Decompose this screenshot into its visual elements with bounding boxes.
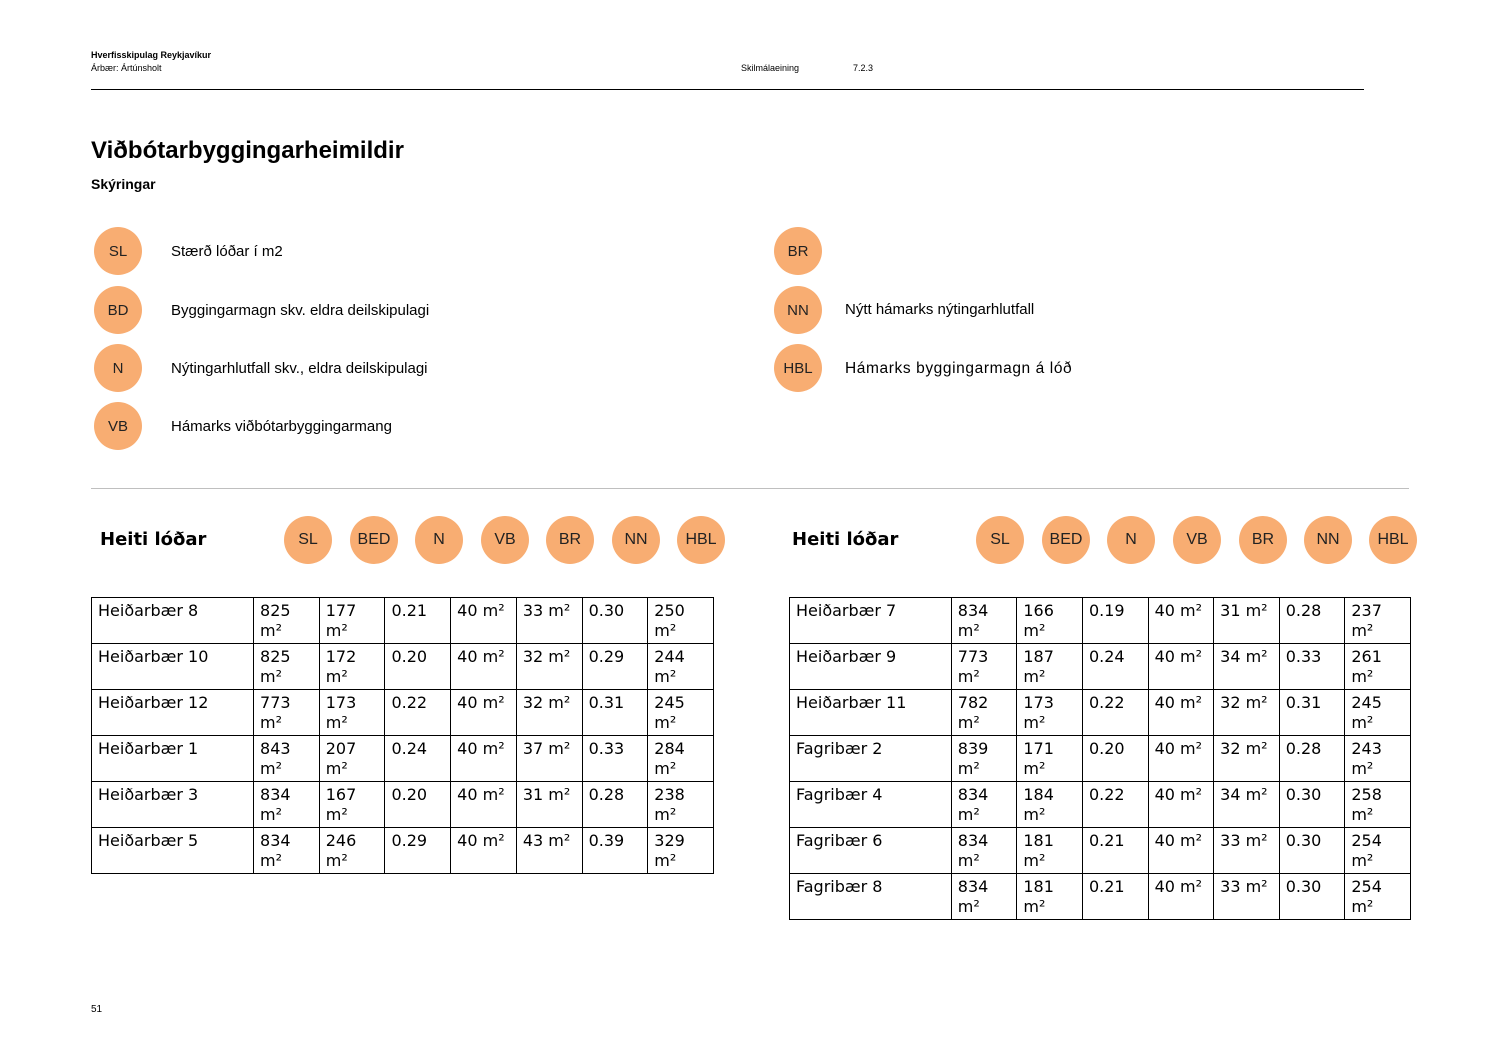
cell-nn: 0.30 [1279,828,1345,874]
cell-vb: 40 m² [1148,782,1214,828]
header-organization: Hverfisskipulag Reykjavíkur [91,50,212,60]
cell-br: 31 m² [516,782,582,828]
cell-sl: 825 m² [254,598,320,644]
cell-br: 43 m² [516,828,582,874]
cell-hbl: 329 m² [648,828,714,874]
cell-vb: 40 m² [1148,736,1214,782]
legend-text-bd: Byggingarmagn skv. eldra deilskipulagi [171,302,430,319]
legend-badge-vb: VB [94,402,142,450]
header-section-label: Skilmálaeining [741,63,800,73]
right-header-br: BR [1239,516,1287,564]
cell-vb: 40 m² [451,690,517,736]
legend-badge-n: N [94,344,142,392]
lot-name: Heiðarbær 3 [92,782,254,828]
left-header-nn: NN [612,516,660,564]
cell-sl: 825 m² [254,644,320,690]
cell-sl: 834 m² [951,598,1017,644]
cell-br: 31 m² [1214,598,1280,644]
table-row [790,782,1411,828]
cell-n: 0.21 [385,598,451,644]
cell-nn: 0.30 [582,598,648,644]
cell-bed: 172 m² [319,644,385,690]
cell-vb: 40 m² [451,598,517,644]
lot-name: Fagribær 8 [790,874,952,920]
table-row [790,736,1411,782]
cell-nn: 0.28 [1279,598,1345,644]
cell-vb: 40 m² [1148,828,1214,874]
table-row [92,828,714,874]
cell-sl: 834 m² [951,874,1017,920]
table-row [92,644,714,690]
page-subtitle: Skýringar [91,176,156,192]
cell-br: 32 m² [516,690,582,736]
cell-sl: 843 m² [254,736,320,782]
lot-name: Heiðarbær 12 [92,690,254,736]
right-header-n: N [1107,516,1155,564]
cell-bed: 173 m² [1017,690,1083,736]
table-row [92,690,714,736]
cell-bed: 207 m² [319,736,385,782]
header-area: Árbær: Ártúnsholt [91,63,162,73]
right-header-vb: VB [1173,516,1221,564]
cell-bed: 167 m² [319,782,385,828]
cell-n: 0.20 [385,782,451,828]
cell-vb: 40 m² [1148,690,1214,736]
cell-nn: 0.28 [1279,736,1345,782]
cell-nn: 0.39 [582,828,648,874]
cell-hbl: 245 m² [1345,690,1411,736]
cell-sl: 834 m² [254,782,320,828]
cell-n: 0.20 [385,644,451,690]
lot-name: Heiðarbær 9 [790,644,952,690]
cell-hbl: 284 m² [648,736,714,782]
cell-nn: 0.30 [1279,874,1345,920]
legend-badge-hbl: HBL [774,344,822,392]
cell-bed: 184 m² [1017,782,1083,828]
cell-n: 0.21 [1082,828,1148,874]
cell-nn: 0.30 [1279,782,1345,828]
table-row [790,598,1411,644]
cell-bed: 181 m² [1017,874,1083,920]
left-table-name-header: Heiti lóðar [100,529,207,550]
cell-hbl: 254 m² [1345,874,1411,920]
cell-vb: 40 m² [1148,874,1214,920]
cell-hbl: 244 m² [648,644,714,690]
legend-text-sl: Stærð lóðar í m2 [171,243,283,260]
cell-vb: 40 m² [451,828,517,874]
cell-sl: 834 m² [951,782,1017,828]
lot-name: Heiðarbær 7 [790,598,952,644]
cell-nn: 0.31 [582,690,648,736]
cell-n: 0.24 [385,736,451,782]
cell-vb: 40 m² [451,782,517,828]
legend-badge-br: BR [774,227,822,275]
table-row [790,874,1411,920]
lot-name: Heiðarbær 10 [92,644,254,690]
legend-text-hbl: Hámarks byggingarmagn á lóð [845,360,1073,377]
table-row [92,782,714,828]
table-row [790,644,1411,690]
cell-br: 32 m² [1214,690,1280,736]
right-lots-table [789,597,1411,920]
cell-br: 33 m² [516,598,582,644]
cell-hbl: 261 m² [1345,644,1411,690]
page-number: 51 [91,1004,103,1015]
cell-sl: 834 m² [254,828,320,874]
cell-br: 33 m² [1214,874,1280,920]
page-title: Viðbótarbyggingarheimildir [91,137,404,164]
left-header-hbl: HBL [677,516,725,564]
lot-name: Heiðarbær 11 [790,690,952,736]
cell-sl: 773 m² [254,690,320,736]
right-header-bed: BED [1042,516,1090,564]
right-table-name-header: Heiti lóðar [792,529,899,550]
left-header-n: N [415,516,463,564]
cell-hbl: 245 m² [648,690,714,736]
left-header-vb: VB [481,516,529,564]
legend-badge-bd: BD [94,286,142,334]
lot-name: Fagribær 2 [790,736,952,782]
cell-hbl: 237 m² [1345,598,1411,644]
cell-br: 32 m² [1214,736,1280,782]
cell-n: 0.19 [1082,598,1148,644]
cell-sl: 773 m² [951,644,1017,690]
left-header-bed: BED [350,516,398,564]
cell-n: 0.20 [1082,736,1148,782]
cell-br: 34 m² [1214,644,1280,690]
table-row [790,690,1411,736]
lot-name: Fagribær 6 [790,828,952,874]
header-divider [91,89,1364,90]
cell-n: 0.22 [385,690,451,736]
legend-text-nn: Nýtt hámarks nýtingarhlutfall [845,301,1035,318]
cell-vb: 40 m² [451,736,517,782]
cell-n: 0.22 [1082,782,1148,828]
cell-vb: 40 m² [1148,598,1214,644]
cell-br: 34 m² [1214,782,1280,828]
cell-hbl: 238 m² [648,782,714,828]
cell-nn: 0.28 [582,782,648,828]
cell-br: 33 m² [1214,828,1280,874]
cell-n: 0.21 [1082,874,1148,920]
right-header-sl: SL [976,516,1024,564]
cell-bed: 246 m² [319,828,385,874]
cell-bed: 173 m² [319,690,385,736]
cell-sl: 782 m² [951,690,1017,736]
lot-name: Fagribær 4 [790,782,952,828]
cell-n: 0.24 [1082,644,1148,690]
legend-text-vb: Hámarks viðbótarbyggingarmang [171,418,392,435]
cell-bed: 171 m² [1017,736,1083,782]
section-divider [91,488,1409,489]
cell-br: 32 m² [516,644,582,690]
cell-n: 0.22 [1082,690,1148,736]
right-header-hbl: HBL [1369,516,1417,564]
cell-vb: 40 m² [451,644,517,690]
legend-badge-sl: SL [94,227,142,275]
cell-bed: 181 m² [1017,828,1083,874]
cell-hbl: 243 m² [1345,736,1411,782]
cell-hbl: 254 m² [1345,828,1411,874]
left-header-br: BR [546,516,594,564]
cell-vb: 40 m² [1148,644,1214,690]
cell-nn: 0.33 [582,736,648,782]
right-header-nn: NN [1304,516,1352,564]
left-header-sl: SL [284,516,332,564]
cell-bed: 187 m² [1017,644,1083,690]
table-row [790,828,1411,874]
cell-br: 37 m² [516,736,582,782]
cell-hbl: 258 m² [1345,782,1411,828]
header-section-number: 7.2.3 [853,63,874,73]
lot-name: Heiðarbær 1 [92,736,254,782]
table-row [92,598,714,644]
cell-n: 0.29 [385,828,451,874]
left-lots-table [91,597,714,874]
table-row [92,736,714,782]
lot-name: Heiðarbær 5 [92,828,254,874]
legend-badge-nn: NN [774,286,822,334]
cell-nn: 0.29 [582,644,648,690]
cell-nn: 0.31 [1279,690,1345,736]
cell-bed: 177 m² [319,598,385,644]
cell-sl: 839 m² [951,736,1017,782]
legend-text-n: Nýtingarhlutfall skv., eldra deilskipulagi [171,360,428,377]
lot-name: Heiðarbær 8 [92,598,254,644]
cell-bed: 166 m² [1017,598,1083,644]
cell-sl: 834 m² [951,828,1017,874]
cell-nn: 0.33 [1279,644,1345,690]
cell-hbl: 250 m² [648,598,714,644]
